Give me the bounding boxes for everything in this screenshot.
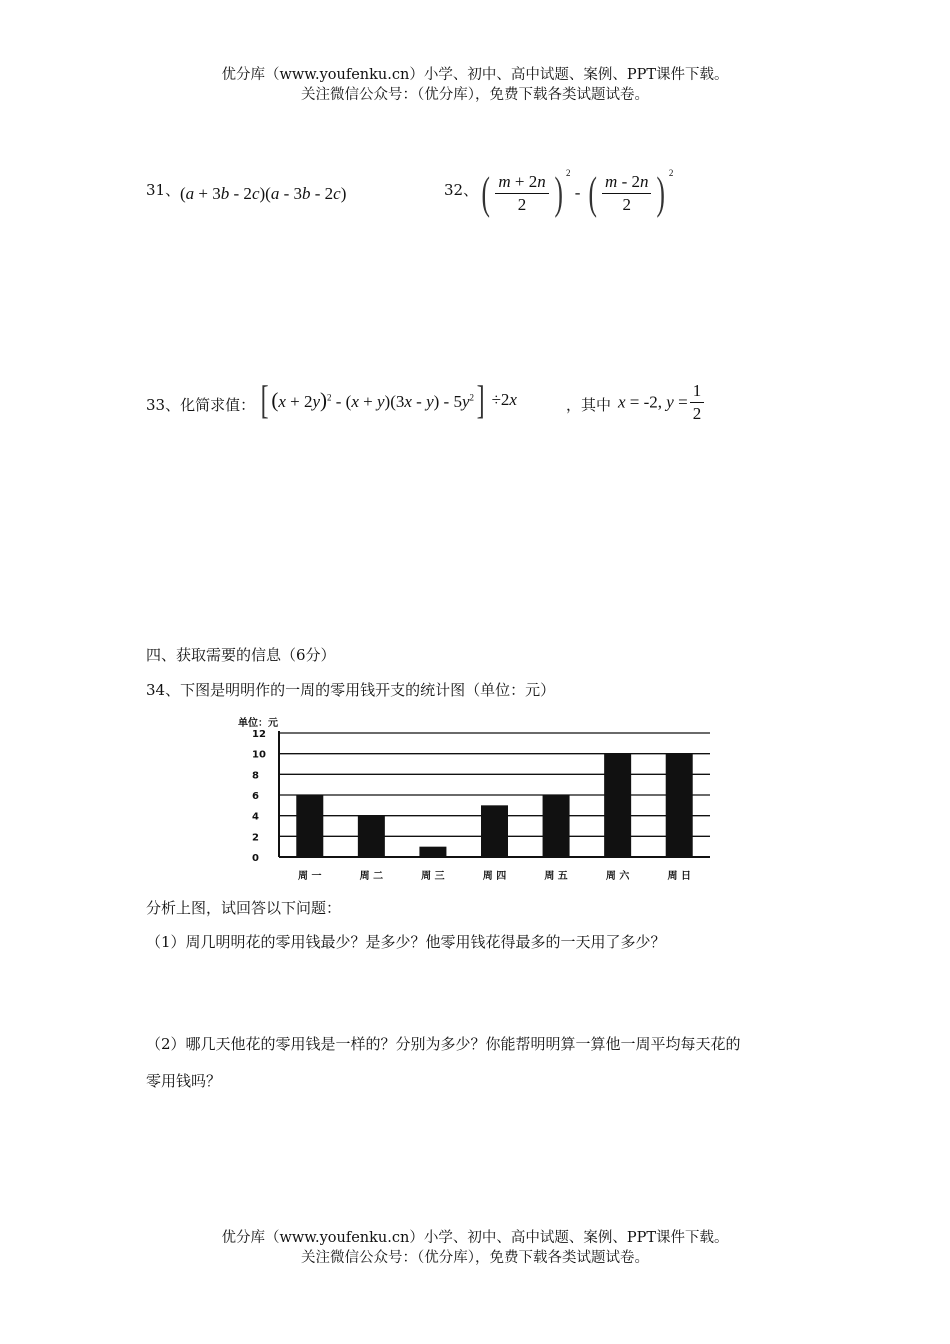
q32-expression: ( $\frac{m + 2n}{2}$ ) $^2$ - ( $\frac{m - 2n}{2}$ ) $^2$ bbox=[481, 167, 674, 218]
bar bbox=[543, 795, 570, 857]
q34-intro: 34、下图是明明作的一周的零用钱开支的统计图（单位：元） bbox=[146, 681, 556, 699]
bar-chart bbox=[232, 712, 722, 888]
footer-line-1: 优分库（www.youfenku.cn）小学、初中、高中试题、案例、PPT课件下载。 bbox=[221, 1230, 729, 1246]
bar bbox=[419, 847, 446, 857]
y-tick-label: 0 bbox=[252, 853, 259, 864]
q34-analysis: 分析上图，试回答以下问题： bbox=[146, 899, 342, 917]
chart-unit-label: 单位：元 bbox=[238, 718, 278, 729]
q32-label: 32、 bbox=[444, 181, 479, 199]
x-tick-label: 周 六 bbox=[605, 871, 630, 882]
x-tick-label: 周 四 bbox=[482, 871, 507, 882]
header-line-1: 优分库（www.youfenku.cn）小学、初中、高中试题、案例、PPT课件下载。 bbox=[221, 67, 729, 83]
bar bbox=[666, 754, 693, 857]
bar bbox=[604, 754, 631, 857]
x-tick-label: 周 二 bbox=[359, 871, 384, 882]
q33-condition-values: x = -2, y = $\frac{1}{2}$ bbox=[618, 380, 706, 425]
chart-x-labels bbox=[298, 869, 691, 882]
y-tick-label: 12 bbox=[252, 729, 266, 740]
q34-sub1: （1）周几明明花的零用钱最少？是多少？他零用钱花得最多的一天用了多少？ bbox=[146, 933, 666, 951]
chart-y-ticks bbox=[252, 729, 266, 864]
y-tick-label: 2 bbox=[252, 832, 259, 844]
y-tick-label: 4 bbox=[252, 811, 259, 823]
header-line-2: 关注微信公众号：（优分库），免费下载各类试题试卷。 bbox=[301, 87, 649, 103]
bar bbox=[296, 795, 323, 857]
q31-label: 31、 bbox=[146, 181, 181, 199]
x-tick-label: 周 一 bbox=[298, 871, 322, 882]
x-tick-label: 周 日 bbox=[667, 871, 691, 882]
q33-label: 33、化简求值： bbox=[146, 396, 256, 414]
y-tick-label: 8 bbox=[252, 770, 259, 782]
bar bbox=[358, 816, 385, 857]
y-tick-label: 6 bbox=[252, 791, 259, 802]
chart-bars bbox=[296, 754, 692, 857]
footer-line-2: 关注微信公众号：（优分库），免费下载各类试题试卷。 bbox=[301, 1250, 649, 1266]
q34-sub2-line1: （2）哪几天他花的零用钱是一样的？分别为多少？你能帮明明算一算他一周平均每天花的 bbox=[146, 1035, 741, 1053]
q34-sub2-line2: 零用钱吗？ bbox=[146, 1072, 222, 1090]
x-tick-label: 周 五 bbox=[544, 871, 568, 882]
q31-expression: (a + 3b - 2c)(a - 3b - 2c) bbox=[180, 184, 347, 203]
section-4-title: 四、获取需要的信息（6分） bbox=[146, 646, 336, 664]
x-tick-label: 周 三 bbox=[421, 871, 445, 882]
bar bbox=[481, 805, 508, 857]
q33-condition-text: ，其中 bbox=[566, 396, 612, 414]
q33-expression: [ $(x + 2y)^2 - (x + y)(3x - y) - 5y^2] \div 2x$ bbox=[260, 377, 517, 422]
y-tick-label: 10 bbox=[252, 749, 266, 761]
